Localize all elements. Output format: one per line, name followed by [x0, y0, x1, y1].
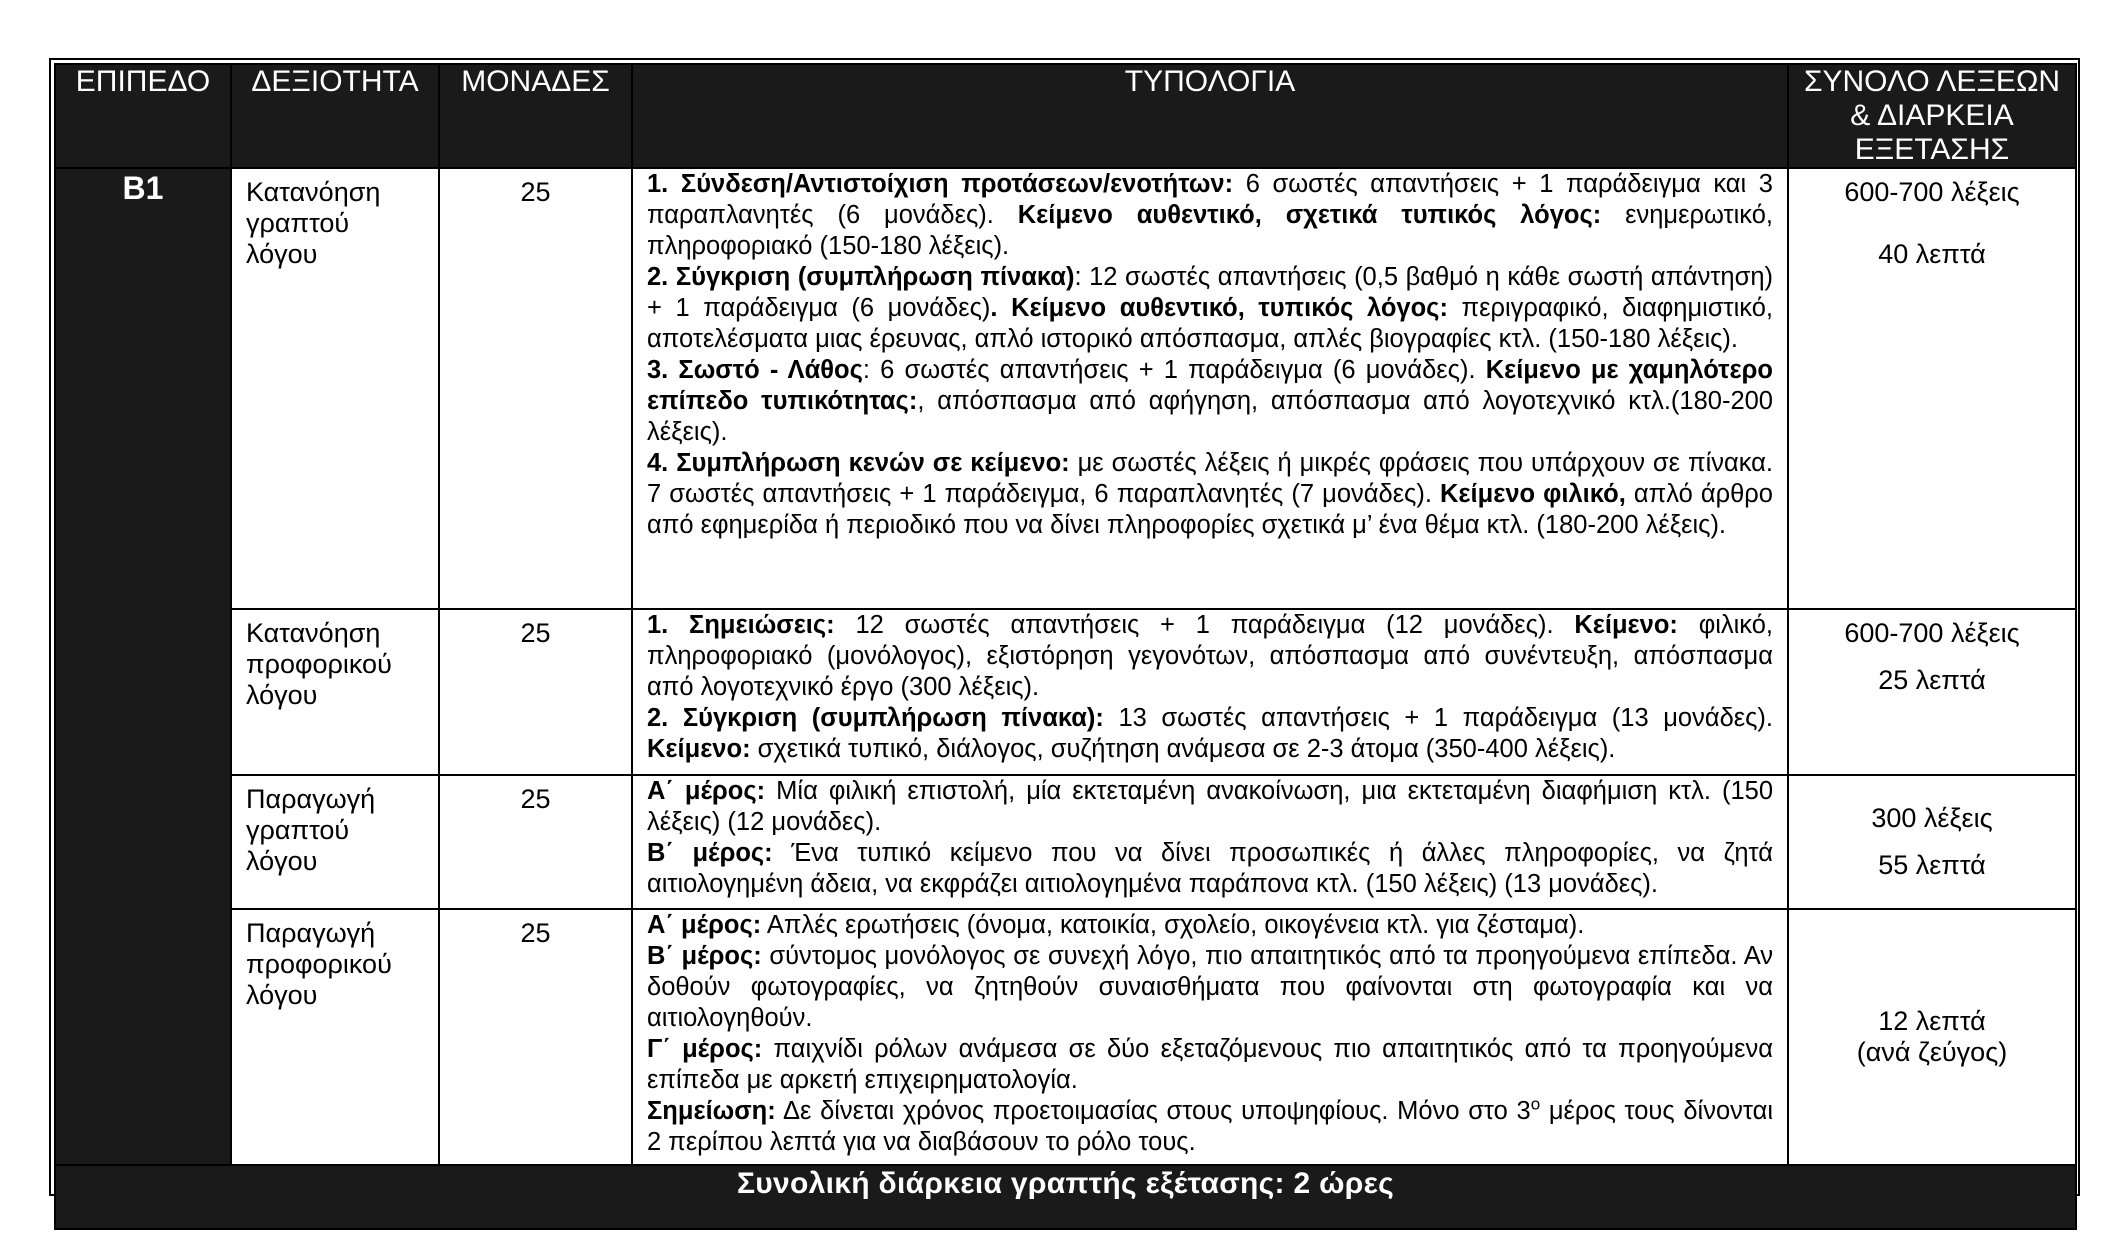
- typology-item: 3. Σωστό - Λάθος: 6 σωστές απαντήσεις + 1 παράδειγμα (6 μονάδες). Κείμενο με χαμηλότερο επίπεδο τυπικότητας:, απόσπασμα από αφήγηση, απόσπασμα από λογοτεχνικό κτλ.(180-200 λέξεις).: [647, 356, 1773, 446]
- header-units: ΜΟΝΑΔΕΣ: [439, 64, 632, 168]
- footer-row: [55, 1165, 2076, 1229]
- duration: (ανά ζεύγος): [1856, 1036, 2008, 1067]
- header-skill: ΔΕΞΙΟΤΗΤΑ: [231, 64, 439, 168]
- units-cell: 25: [439, 168, 632, 609]
- level-cell: Β1: [55, 168, 231, 1165]
- typology-item: 1. Σημειώσεις: 12 σωστές απαντήσεις + 1 παράδειγμα (12 μονάδες). Κείμενο: φιλικό, πληροφοριακό (μονόλογος), εξιστόρηση γεγονότων, απόσπασμα από συνέντευξη, απόσπασμα από λογοτεχνικό έργο (300 λέξεις).: [647, 611, 1774, 701]
- duration: 40 λεπτά: [1878, 239, 1986, 269]
- header-level: ΕΠΙΠΕΔΟ: [55, 64, 231, 168]
- typology-item: Σημείωση: Δε δίνεται χρόνος προετοιμασίας στους υποψηφίους. Μόνο στο $3^o$ μέρος τους δίνονται 2 περίπου λεπτά για να διαβάσουν το ρόλο τους.: [647, 1094, 1773, 1156]
- typology-cell: [632, 775, 1788, 909]
- units-cell: 25: [439, 775, 632, 909]
- typology-item: Α΄ μέρος: Μία φιλική επιστολή, μία εκτεταμένη ανακοίνωση, μια εκτεταμένη διαφήμιση κτλ. (150 λέξεις) (12 μονάδες).: [647, 777, 1774, 836]
- word-count: 600-700 λέξεις: [1844, 177, 2020, 207]
- words-duration-cell: [1788, 609, 2076, 775]
- words-duration-cell: [1788, 909, 2076, 1165]
- words-duration-cell: [1788, 168, 2076, 609]
- typology-cell: [632, 909, 1788, 1165]
- skill-cell: Παραγωγή γραπτού λόγου: [231, 775, 439, 909]
- typology-item: Β΄ μέρος: σύντομος μονόλογος σε συνεχή λόγο, πιο απαιτητικός από τα προηγούμενα επίπεδα. Αν δοθούν φωτογραφίες, να ζητηθούν συναισθήματα που φαίνονται στη φωτογραφία και να αιτιολογηθούν.: [647, 942, 1773, 1032]
- duration: 25 λεπτά: [1878, 665, 1986, 695]
- words-duration-cell: [1788, 775, 2076, 909]
- typology-item: Α΄ μέρος: Απλές ερωτήσεις (όνομα, κατοικία, σχολείο, οικογένεια κτλ. για ζέσταμα).: [647, 911, 1585, 939]
- units-cell: 25: [439, 609, 632, 775]
- typology-cell: [632, 609, 1788, 775]
- header-words-duration: ΣΥΝΟΛΟ ΛΕΞΕΩΝ & ΔΙΑΡΚΕΙΑ ΕΞΕΤΑΣΗΣ: [1788, 64, 2076, 168]
- skill-cell: Κατανόηση προφορικού λόγου: [231, 609, 439, 775]
- table-row: [55, 168, 2076, 609]
- table-row: [55, 609, 2076, 775]
- duration: 55 λεπτά: [1878, 849, 1986, 880]
- header-row: [55, 64, 2076, 168]
- exam-structure-table: [54, 63, 2077, 1230]
- skill-cell: Κατανόηση γραπτού λόγου: [231, 168, 439, 609]
- total-duration-footer: Συνολική διάρκεια γραπτής εξέτασης: 2 ώρες: [55, 1165, 2076, 1229]
- exam-structure-table-frame: [49, 58, 2080, 1200]
- typology-item: 2. Σύγκριση (συμπλήρωση πίνακα): 13 σωστές απαντήσεις + 1 παράδειγμα (13 μονάδες). Κείμενο: σχετικά τυπικό, διάλογος, συζήτηση ανάμεσα σε 2-3 άτομα (350-400 λέξεις).: [647, 704, 1773, 763]
- word-count: 600-700 λέξεις: [1844, 618, 2020, 648]
- header-typology: ΤΥΠΟΛΟΓΙΑ: [632, 64, 1788, 168]
- typology-item: 1. Σύνδεση/Αντιστοίχιση προτάσεων/ενοτήτων: 6 σωστές απαντήσεις + 1 παράδειγμα και 3 παραπλανητές (6 μονάδες). Κείμενο αυθεντικό, σχετικά τυπικός λόγος: ενημερωτικό, πληροφοριακό (150-180 λέξεις).: [647, 170, 1773, 260]
- typology-item: 4. Συμπλήρωση κενών σε κείμενο: με σωστές λέξεις ή μικρές φράσεις που υπάρχουν σε πίνακα. 7 σωστές απαντήσεις + 1 παράδειγμα, 6 παραπλανητές (7 μονάδες). Κείμενο φιλικό, απλό άρθρο από εφημερίδα ή περιοδικό που να δίνει πληροφορίες σχετικά μ’ ένα θέμα κτλ. (180-200 λέξεις).: [647, 449, 1773, 539]
- table-row: [55, 775, 2076, 909]
- table-row: [55, 909, 2076, 1165]
- word-count: 300 λέξεις: [1871, 802, 1993, 833]
- typology-item: 2. Σύγκριση (συμπλήρωση πίνακα): 12 σωστές απαντήσεις (0,5 βαθμό η κάθε σωστή απάντηση) + 1 παράδειγμα (6 μονάδες). Κείμενο αυθεντικό, τυπικός λόγος: περιγραφικό, διαφημιστικό, αποτελέσματα μιας έρευνας, απλό ιστορικό απόσπασμα, απλές βιογραφίες κτλ. (150-180 λέξεις).: [647, 263, 1773, 353]
- word-count: 12 λεπτά: [1878, 1005, 1986, 1036]
- typology-cell: [632, 168, 1788, 609]
- typology-item: Β΄ μέρος: Ένα τυπικό κείμενο που να δίνει προσωπικές ή άλλες πληροφορίες, να ζητά αιτιολογημένη άδεια, να εκφράζει αιτιολογημένα παράπονα κτλ. (150 λέξεις) (13 μονάδες).: [647, 839, 1773, 898]
- typology-item: Γ΄ μέρος: παιχνίδι ρόλων ανάμεσα σε δύο εξεταζόμενους πιο απαιτητικός από τα προηγούμενα επίπεδα με αρκετή επιχειρηματολογία.: [647, 1035, 1773, 1094]
- units-cell: 25: [439, 909, 632, 1165]
- skill-cell: Παραγωγή προφορικού λόγου: [231, 909, 439, 1165]
